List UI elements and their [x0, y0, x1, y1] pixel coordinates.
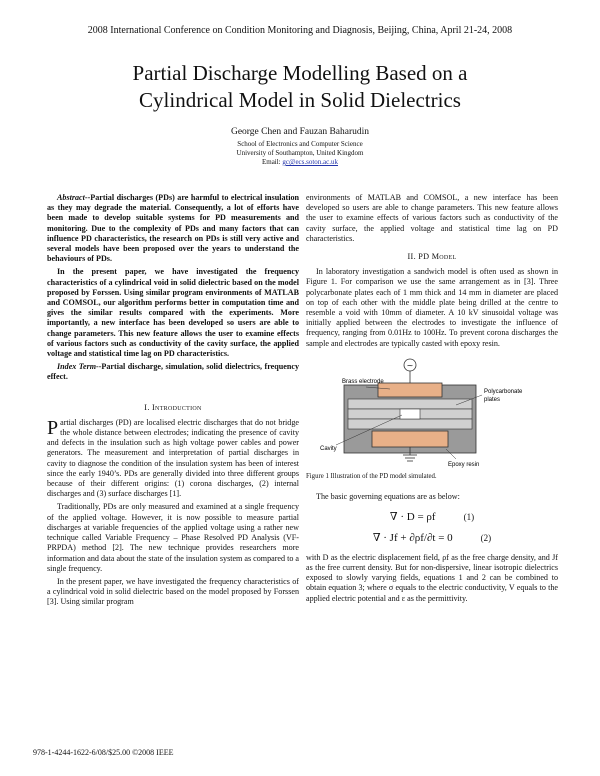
left-column [47, 193, 299, 611]
abstract-text: --Partial discharges (PDs) are harmful to electrical insulation as they may degrade the material. Consequently, a lot of efforts have been made to develop suitable systems for PD measurements and monitoring. Due to the complexity of PDs and many factors that can influence PD characteristics, the research on PDs is still very active and several models have been proposed over the years to understand the behaviours of PDs. [47, 193, 299, 264]
figure-caption: Figure 1 Illustration of the PD model simulated. [306, 473, 437, 481]
section-number: II. [407, 252, 416, 262]
right-paragraph-0: environments of MATLAB and COMSOL, a new interface has been developed so users are able to change parameters. This new feature allows the user to examine effects of various factors such as conductivity of the cavity surface, the applied voltage and statistical time lag on PD characteristics. [306, 193, 558, 243]
index-terms-text: --Partial discharge, simulation, solid dielectrics, frequency effect. [47, 362, 299, 382]
section-number: I. [144, 402, 150, 412]
label-brass-electrode: Brass electrode [342, 378, 384, 385]
affiliation-school: School of Electronics and Computer Science [237, 140, 363, 148]
section-title: Introduction [152, 402, 202, 412]
equation-2 [306, 533, 558, 543]
cavity [400, 409, 420, 419]
index-terms [47, 362, 299, 382]
intro-paragraph-1-text: artial discharges (PD) are localised electric discharges that do not bridge the whole distance between electrodes; indicating the presence of cavity and defects in the insulation such as high voltage power cables and power generators. The measurement and interpretation of partial discharges in cavity to diagnose the condition of the insulation system has been of interest since the early 1940’s. PDs are generally divided into three different groups because of their different origins: (1) corona discharges, (2) internal discharges and (3) surface discharges [1]. [47, 417, 299, 499]
label-polycarbonate: Polycarbonate [484, 388, 523, 395]
authors: George Chen and Fauzan Baharudin [230, 127, 370, 137]
polycarbonate-plate-bottom [348, 419, 472, 429]
right-column [306, 193, 558, 607]
label-plates: plates [484, 396, 501, 403]
abstract-paragraph-2: In the present paper, we have investigated the frequency characteristics of a cylindrical void in solid dielectric based on the model proposed by Forssen. Using similar program environments of MATLAB and COMSOL, our algorithm performs better in computation time and gives the similar results compared with the experiments. More importantly, a new interface has been developed so users are able to change parameters. This new feature allows the user to examine effects of various factors such as conductivity of the cavity surface, the applied voltage and statistical time lag on PD characteristics. [47, 267, 299, 359]
pd-model-paragraph-3: with D as the electric displacement field, ρf as the free charge density, and Jf as the free current density. But for non-dispersive, linear isotropic dielectrics exposed to slowly varying fields, equations 1 and 2 can be combined to obtain equation 3; where σ equals to the electric conductivity, V equals to the applied electric potential and ε as the permittivity. [306, 552, 558, 603]
section-title: PD Model [418, 252, 457, 262]
bottom-electrode [372, 431, 448, 447]
affiliation-university: University of Southampton, United Kingdom [236, 149, 364, 157]
ac-source-symbol: ~ [406, 360, 414, 370]
pd-model-paragraph-1: In laboratory investigation a sandwich model is often used as shown in Figure 1. For comparison we use the same arrangement as in [3]. Three polycarbonate plates each of 1 mm thick and 14 mm in diameter are placed on top of each other with the middle plate being drilled at the centre to resemble a void with 10mm of diameter. A 10 kV sinusoidal voltage was initially applied between the electrodes to investigate the influence of frequency, ranging from 0.01Hz to 100Hz. To prevent corona discharges the sample and electrodes are typically casted with epoxy resin. [306, 267, 558, 348]
label-epoxy-resin: Epoxy resin [448, 461, 480, 468]
pd-model-diagram [306, 355, 558, 505]
intro-paragraph-1 [47, 418, 299, 500]
title-line-1: Partial Discharge Modelling Based on a [132, 61, 468, 85]
index-terms-label: Index Term [57, 362, 97, 372]
affiliation [0, 140, 600, 167]
footer-isbn: 978-1-4244-1622-6/08/$25.00 ©2008 IEEE [33, 748, 174, 757]
email-line [0, 158, 600, 167]
abstract-paragraph [47, 193, 299, 264]
conference-header: 2008 International Conference on Condition Monitoring and Diagnosis, Beijing, China, April 21-24, 2008 [87, 25, 513, 36]
section-heading-pd-model [306, 252, 558, 262]
pd-model-paragraph-2: The basic governing equations are as below: [316, 492, 460, 502]
section-heading-introduction [47, 403, 299, 413]
equation-1-number: (1) [463, 512, 475, 523]
abstract-label: Abstract [57, 193, 85, 202]
title-line-2: Cylindrical Model in Solid Dielectrics [139, 88, 461, 112]
intro-paragraph-2: Traditionally, PDs are only measured and examined at a single frequency of the applied voltage. However, it is now possible to measure partial discharges at variable frequencies of the applied voltage using a rather new technique called Variable Frequency – Phase Resolved PD Analysis (VF-PRPDA) method [2]. The new technique provides researchers more information and data about the state of the insulation system as compared to a single frequency. [47, 502, 299, 573]
equation-1 [306, 512, 558, 522]
label-cavity: Cavity [320, 445, 337, 452]
equation-2-expression: ∇ · Jf + ∂ρf/∂t = 0 [372, 531, 453, 544]
figure-1 [306, 355, 558, 482]
equation-2-number: (2) [480, 532, 492, 543]
equation-1-expression: ∇ · D = ρf [389, 511, 436, 524]
email-link[interactable]: gc@ecs.soton.ac.uk [282, 158, 339, 166]
polycarbonate-plate-top [348, 399, 472, 409]
abstract [47, 193, 299, 383]
intro-paragraph-3: In the present paper, we have investigated the frequency characteristics of a cylindrical void in solid dielectric based on the model proposed by Forssen [3]. Using similar program [47, 576, 299, 607]
top-electrode [378, 383, 442, 397]
paper-title [40, 60, 560, 114]
drop-cap: P [47, 416, 59, 439]
email-label: Email: [261, 158, 281, 166]
